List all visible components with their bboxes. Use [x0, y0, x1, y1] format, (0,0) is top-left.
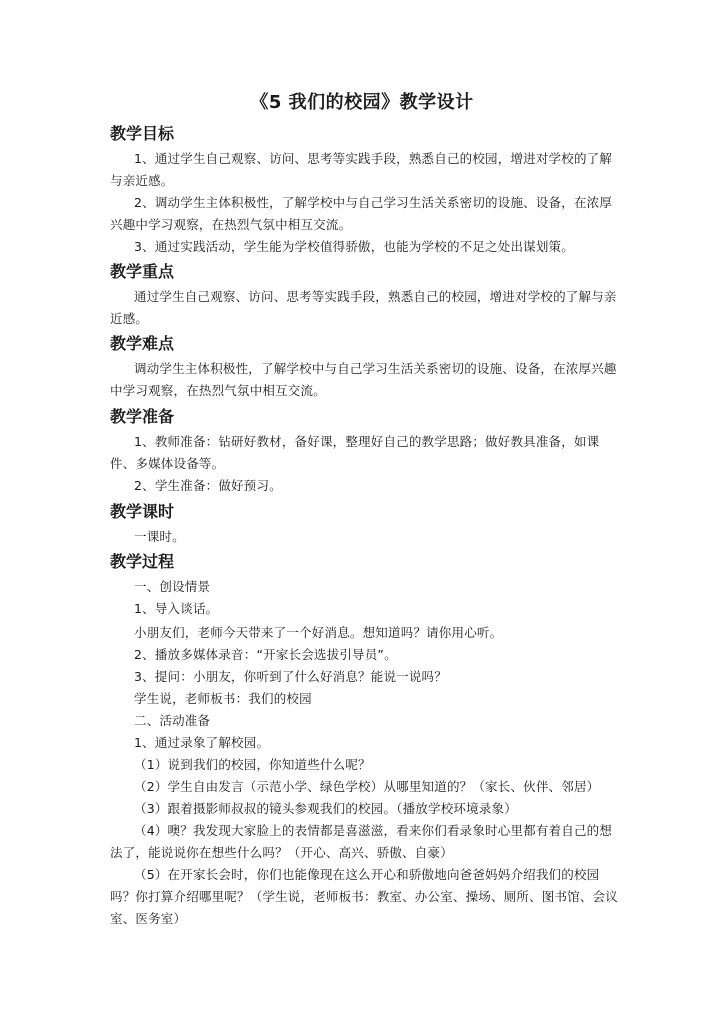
hours-text: 一课时。 — [134, 529, 185, 544]
document-title: 《5 我们的校园》教学设计 — [250, 92, 474, 113]
process-line: 学生说，老师板书：我们的校园 — [134, 691, 312, 706]
goal-item-3: 3、通过实践活动，学生能为学校值得骄傲，也能为学校的不足之处出谋划策。 — [134, 239, 574, 254]
hours-text-block — [110, 526, 622, 548]
process-paragraph-5 — [110, 864, 622, 930]
key-points-text-block — [110, 286, 622, 330]
goal-item-2: 2、调动学生主体积极性，了解学校中与自己学习生活关系密切的设施、设备，在浓厚兴趣中学习观察，在热烈气氛中相互交流。 — [110, 195, 613, 232]
key-points-text: 通过学生自己观察、访问、思考等实践手段，熟悉自己的校园，增进对学校的了解与亲近感。 — [110, 289, 617, 326]
process-line: （1）说到我们的校园，你知道些什么呢？ — [134, 757, 371, 772]
process-line: （3）跟着摄影师叔叔的镜头参观我们的校园。（播放学校环境录象） — [134, 801, 517, 816]
process-line: 2、播放多媒体录音：“开家长会选拔引导员”。 — [134, 647, 397, 662]
difficulties-heading: 教学难点 — [110, 334, 175, 353]
goal-item-1: 1、通过学生自己观察、访问、思考等实践手段，熟悉自己的校园，增进对学校的了解与亲近感。 — [110, 151, 613, 188]
process-heading: 教学过程 — [110, 552, 175, 571]
preparation-item-1: 1、教师准备：钻研好教材，备好课，整理好自己的教学思路；做好教具准备，如课件、多媒体设备等。 — [110, 434, 600, 471]
process-line: 小朋友们，老师今天带来了一个好消息。想知道吗？请你用心听。 — [134, 625, 503, 640]
preparation-item-2: 2、学生准备：做好预习。 — [134, 478, 282, 493]
process-line: （2）学生自由发言（示范小学、绿色学校）从哪里知道的？（家长、伙伴、邻居） — [134, 779, 600, 794]
goals-list — [110, 148, 622, 258]
process-line: 一、创设情景 — [134, 579, 211, 594]
process-para-5: （5）在开家长会时，你们也能像现在这么开心和骄傲地向爸爸妈妈介绍我们的校园吗？你打算介绍哪里呢？（学生说，老师板书：教室、办公室、操场、厕所、图书馆、会议室、医务室） — [110, 867, 619, 926]
preparation-list — [110, 431, 622, 497]
difficulties-text: 调动学生主体积极性，了解学校中与自己学习生活关系密切的设施、设备，在浓厚兴趣中学习观察，在热烈气氛中相互交流。 — [110, 361, 617, 398]
process-line: 1、通过录象了解校园。 — [134, 735, 270, 750]
process-line: 二、活动准备 — [134, 713, 211, 728]
key-points-heading: 教学重点 — [110, 262, 175, 281]
process-line: 3、提问：小朋友，你听到了什么好消息？能说一说吗？ — [134, 669, 447, 684]
preparation-heading: 教学准备 — [110, 407, 175, 426]
process-paragraph-4 — [110, 820, 622, 864]
difficulties-text-block — [110, 358, 622, 402]
process-para-4: （4）噢？我发现大家脸上的表情都是喜滋滋，看来你们看录象时心里都有着自己的想法了，能说说你在想些什么吗？（开心、高兴、骄傲、自豪） — [110, 823, 613, 860]
hours-heading: 教学课时 — [110, 502, 175, 521]
goals-heading: 教学目标 — [110, 124, 175, 143]
process-line: 1、导入谈话。 — [134, 601, 219, 616]
